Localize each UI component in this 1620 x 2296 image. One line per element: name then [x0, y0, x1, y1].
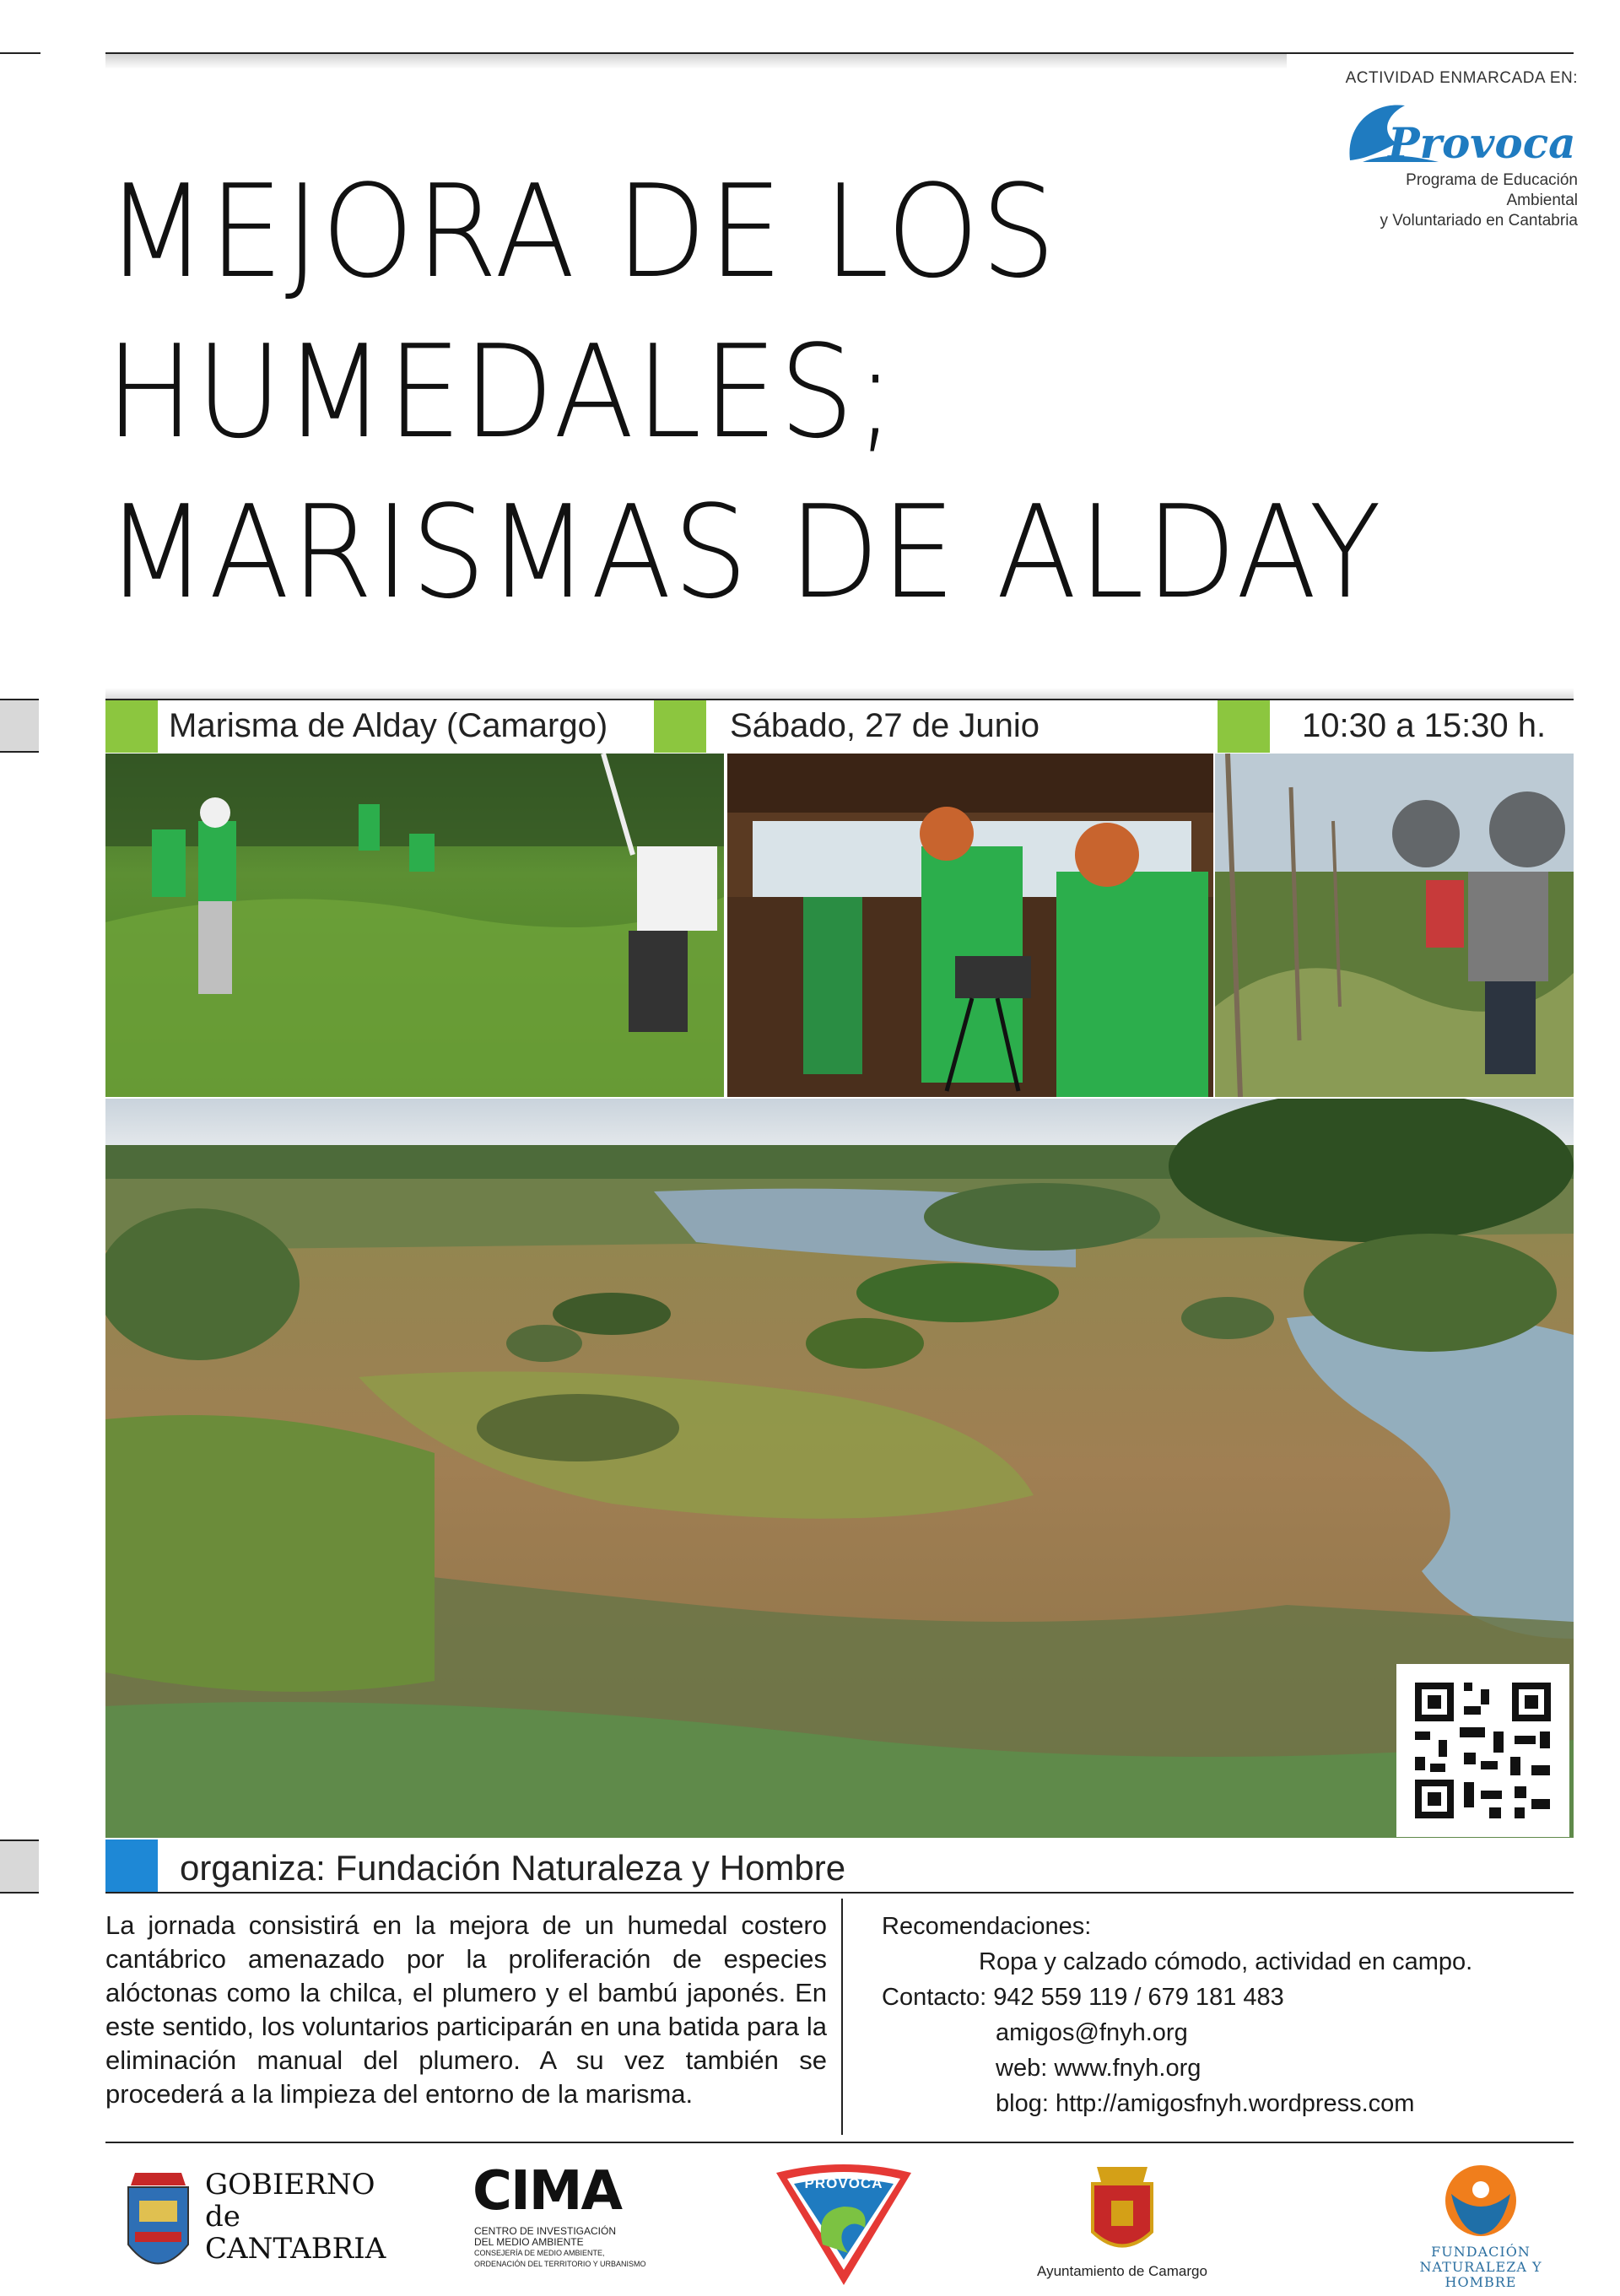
- provoca-heading: ACTIVIDAD ENMARCADA EN:: [1345, 69, 1578, 87]
- recommendations-text: Ropa y calzado cómodo, actividad en campo.: [979, 1948, 1473, 1975]
- contact-label: Contacto:: [882, 1984, 987, 2011]
- gobierno-line-1: GOBIERNO: [205, 2168, 375, 2201]
- event-date: Sábado, 27 de Junio: [730, 707, 1040, 744]
- cima-sub-3: CONSEJERÍA DE MEDIO AMBIENTE,: [474, 2249, 605, 2257]
- cima-title: CIMA: [472, 2160, 621, 2223]
- event-location: Marisma de Alday (Camargo): [169, 707, 608, 744]
- fnyh-line-2: NATURALEZA Y HOMBRE: [1419, 2259, 1542, 2290]
- top-divider-shadow: [105, 54, 1287, 69]
- cima-sub-1: CENTRO DE INVESTIGACIÓN: [474, 2225, 617, 2237]
- recommendations-block: [882, 1909, 1574, 2121]
- logo-fnyh: [1401, 2160, 1561, 2290]
- provoca-logo-text: Provoca: [1388, 118, 1576, 168]
- column-divider: [841, 1899, 843, 2135]
- logo-cima: [472, 2160, 692, 2287]
- edge-mark: [0, 1840, 39, 1894]
- coat-of-arms-icon: [118, 2160, 198, 2287]
- photo-volunteers-clearing: [105, 754, 724, 1097]
- info-bar: [105, 699, 1574, 753]
- cima-sub-4: ORDENACIÓN DEL TERRITORIO Y URBANISMO: [474, 2260, 646, 2268]
- contact-phones: 942 559 119 / 679 181 483: [993, 1984, 1284, 2011]
- contact-blog[interactable]: blog: http://amigosfnyh.wordpress.com: [996, 2090, 1415, 2117]
- photo-marsh-landscape: [105, 1099, 1574, 1838]
- green-marker: [105, 700, 158, 753]
- organizer-text: organiza: Fundación Naturaleza y Hombre: [180, 1848, 846, 1888]
- camargo-label: Ayuntamiento de Camargo: [1037, 2263, 1207, 2279]
- qr-code-icon: [1396, 1664, 1569, 1837]
- recommendations-label: Recomendaciones:: [882, 1913, 1092, 1940]
- gobierno-line-2: de: [205, 2200, 240, 2234]
- contact-email[interactable]: amigos@fnyh.org: [996, 2019, 1188, 2046]
- title-line: MEJORA DE LOS: [105, 157, 1058, 306]
- green-marker: [654, 700, 706, 753]
- bottom-divider: [105, 2142, 1574, 2143]
- edge-mark: [0, 52, 40, 54]
- event-time: 10:30 a 15:30 h.: [1302, 707, 1547, 744]
- title-line: MARISMAS DE ALDAY: [105, 478, 1383, 627]
- photo-volunteers-birdwatching: [727, 754, 1213, 1097]
- photo-volunteers-fence: [1215, 754, 1574, 1097]
- title-line: HUMEDALES;: [105, 317, 897, 467]
- logo-gobierno-cantabria: [118, 2160, 388, 2287]
- qr-code[interactable]: [1396, 1664, 1569, 1837]
- camargo-crest-icon: [1034, 2160, 1211, 2261]
- page-title: [105, 152, 1489, 633]
- event-description: La jornada consistirá en la mejora de un humedal costero cantábrico amenazado por la proliferación de especies alóctonas como la chilca, el plumero y el bambú japonés. En este sentido, los voluntarios participarán en una batida para la eliminación manual del plumero. A su vez también se procederá a la limpieza del entorno de la marisma.: [105, 1910, 827, 2109]
- edge-mark: [0, 699, 39, 753]
- organizer-bar: [105, 1840, 1574, 1894]
- provoca-shield-label: PROVOCA: [804, 2175, 883, 2191]
- fnyh-line-1: FUNDACIÓN: [1431, 2244, 1531, 2260]
- contact-line: [882, 1980, 1574, 2015]
- blue-marker: [105, 1840, 158, 1892]
- gobierno-line-3: CANTABRIA: [205, 2232, 386, 2266]
- cima-sub-2: DEL MEDIO AMBIENTE: [474, 2236, 584, 2248]
- fnyh-emblem-icon: [1401, 2160, 1561, 2240]
- provoca-subtitle-2: y Voluntariado en Cantabria: [1380, 212, 1578, 230]
- provoca-subtitle-1: Programa de Educación Ambiental: [1406, 171, 1578, 209]
- green-marker: [1218, 700, 1270, 753]
- contact-web[interactable]: web: www.fnyh.org: [996, 2055, 1202, 2082]
- info-bar-shadow: [105, 688, 1574, 700]
- logo-camargo: [1034, 2160, 1211, 2287]
- logo-provoca: [772, 2160, 915, 2287]
